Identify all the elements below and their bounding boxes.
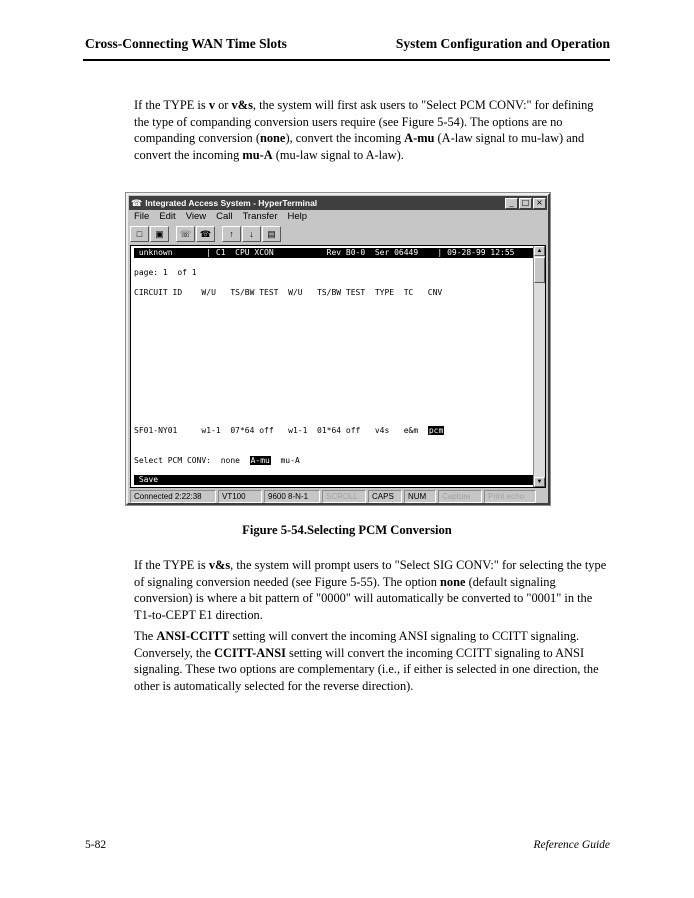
terminal-line [134,327,533,337]
terminal-line [134,347,533,357]
paragraph-pcm-conv: If the TYPE is v or v&s, the system will first ask users to "Select PCM CONV:" for defining the type of companding conversion users require (see Figure 5-54). The options are no companding conversion (none), convert the incoming A-mu (A-law signal to mu-law) and convert the incoming mu-A (mu-law signal to A-law). [134,98,594,162]
scroll-down-button[interactable]: ▼ [534,477,545,487]
status-emulation: VT100 [218,490,262,503]
scrollbar-thumb[interactable] [534,257,545,283]
status-scroll: SCROLL [322,490,366,503]
menu-item-call[interactable]: Call [216,211,233,222]
status-num: NUM [404,490,436,503]
menu-item-transfer[interactable]: Transfer [242,211,278,222]
status-connected: Connected 2:22:38 [130,490,216,503]
terminal-line [134,416,533,426]
menu-item-help[interactable]: Help [287,211,308,222]
terminal-line [134,367,533,377]
terminal-line: Save [134,475,533,485]
running-header-right: System Configuration and Operation [395,36,610,51]
hangup-icon: ☎ [199,229,212,239]
status-caps: CAPS [368,490,402,503]
terminal-line [134,317,533,327]
terminal-output [131,246,533,487]
figure-caption: Figure 5-54.Selecting PCM Conversion [242,523,452,537]
call-button[interactable] [176,226,195,242]
terminal-line: CIRCUIT ID W/U TS/BW TEST W/U TS/BW TEST TYPE TC CNV [134,287,443,297]
menu-item-edit[interactable]: Edit [159,211,176,222]
hyperterminal-icon: ☎ [131,198,143,208]
status-capture: Capture [438,490,482,503]
menu-bar [128,210,548,223]
paragraph-ansi-ccitt: The ANSI-CCITT setting will convert the incoming ANSI signaling to CCITT signaling. Conversely, the CCITT-ANSI setting will convert the incoming CCITT signaling to ANSI signaling. These two options are complementary (i.e., if either is selected in one direction, the other is automatically selected for the reverse direction). [134,629,599,693]
terminal-line: unknown | C1 CPU XCON Rev B0-0 Ser 06449 | 09-28-99 12:55 [134,248,533,258]
properties-icon: ▤ [267,229,276,239]
properties-button[interactable] [262,226,281,242]
terminal-line: Select PCM CONV: none A-mu mu-A [134,455,300,465]
open-button[interactable] [150,226,169,242]
call-icon: ☏ [179,229,192,239]
terminal-line [134,307,533,317]
receive-button[interactable] [242,226,261,242]
terminal-screen [130,245,546,488]
send-button[interactable] [222,226,241,242]
new-connection-button[interactable] [130,226,149,242]
status-baud: 9600 8-N-1 [264,490,320,503]
hangup-button[interactable] [196,226,215,242]
terminal-line [134,337,533,347]
header-rule [83,59,610,61]
terminal-line [134,258,533,268]
running-header [85,36,610,52]
terminal-line: SF01-NY01 w1-1 07*64 off w1-1 01*64 off v4s e&m pcm [134,426,444,436]
terminal-line [134,436,533,446]
terminal-line [134,357,533,367]
terminal-line: page: 1 of 1 [134,267,197,277]
scroll-up-button[interactable]: ▲ [534,246,545,256]
terminal-line [134,386,533,396]
new-connection-icon: □ [136,229,143,239]
window-title: Integrated Access System - HyperTerminal [145,198,318,208]
terminal-line [134,396,533,406]
hyperterminal-window [126,193,550,505]
paragraph-sig-conv: If the TYPE is v&s, the system will prompt users to "Select SIG CONV:" for selecting the type of signaling conversion needed (see Figure 5-55). The option none (default signaling conversion) is where a bit pattern of "0000" will automatically be converted to "0001" in the T1-to-CEPT E1 direction. [134,558,607,622]
terminal-line [134,377,533,387]
status-print-echo: Print echo [484,490,536,503]
scrollbar-track [534,283,545,477]
status-bar [130,490,546,503]
maximize-button[interactable]: □ [519,198,532,209]
send-icon: ↑ [229,229,234,239]
terminal-line [134,466,533,476]
titlebar[interactable] [129,196,547,210]
page-number: 5-82 [85,839,107,851]
toolbar [128,223,548,245]
terminal-line [134,446,533,456]
minimize-button[interactable]: _ [505,198,518,209]
close-button[interactable]: × [533,198,546,209]
terminal-line [134,406,533,416]
receive-icon: ↓ [249,229,254,239]
terminal-line [134,278,533,288]
page-footer [85,839,610,851]
menu-item-view[interactable]: View [185,211,207,222]
footer-title: Reference Guide [533,839,610,851]
vertical-scrollbar[interactable] [533,246,545,487]
running-header-left: Cross-Connecting WAN Time Slots [85,36,287,51]
terminal-line [134,297,533,307]
open-icon: ▣ [155,229,164,239]
menu-item-file[interactable]: File [134,211,150,222]
